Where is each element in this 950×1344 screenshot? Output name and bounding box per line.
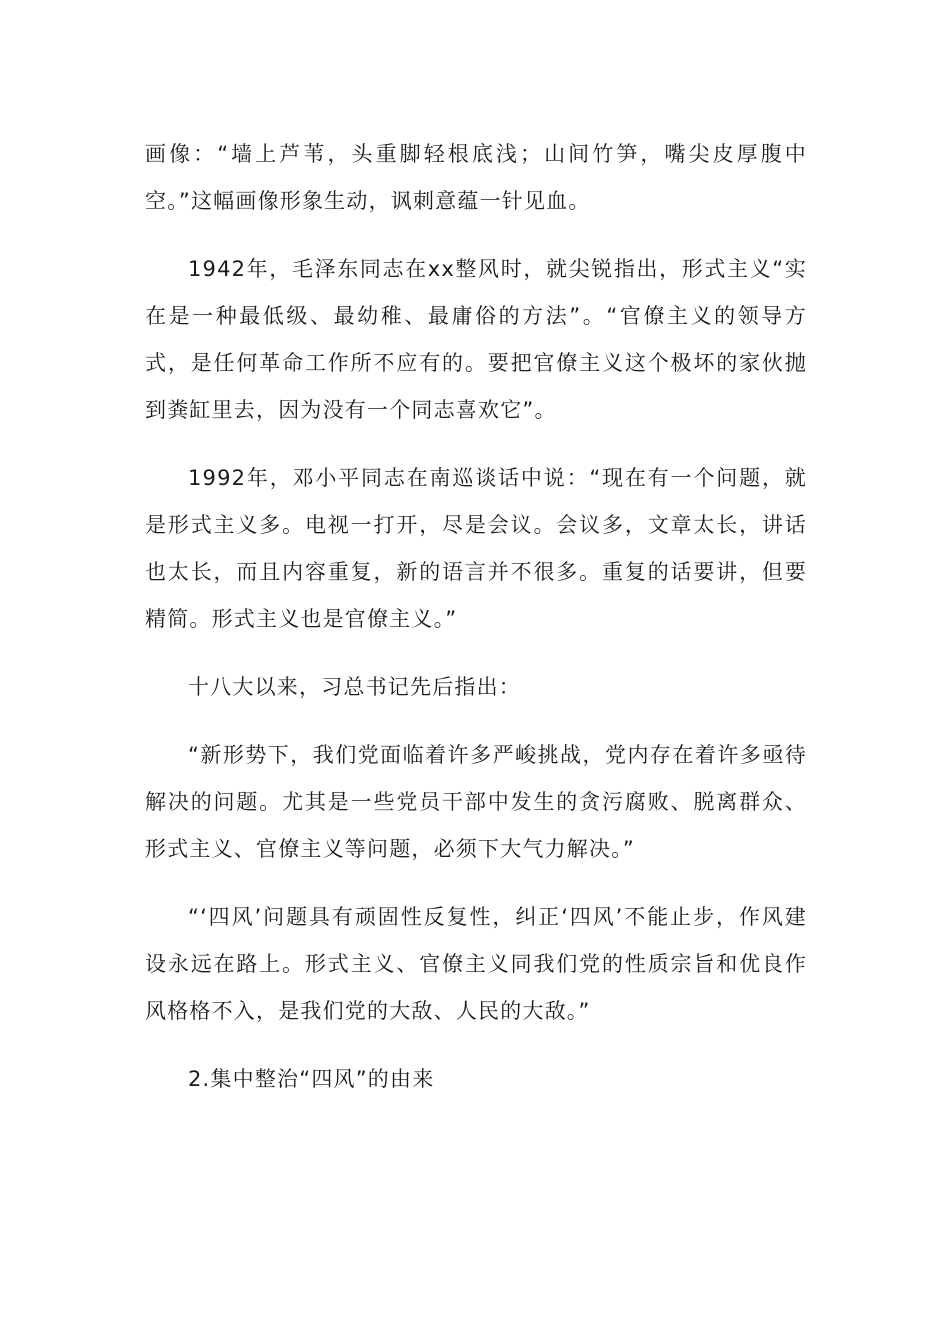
paragraph-deng-1992: 1992年，邓小平同志在南巡谈话中说：“现在有一个问题，就是形式主义多。电视一打开，尽是会议。会议多，文章太长，讲话也太长，而且内容重复，新的语言并不很多。重复的话要讲，但要精简。形式主义也是官僚主义。” [145, 466, 807, 631]
paragraph-xi-intro: 十八大以来，习总书记先后指出： [188, 675, 521, 699]
paragraph-mao-1942: 1942年，毛泽东同志在xx整风时，就尖锐指出，形式主义“实在是一种最低级、最幼稚、最庸俗的方法”。“官僚主义的领导方式，是任何革命工作所不应有的。要把官僚主义这个极坏的家伙抛到粪缸里去，因为没有一个同志喜欢它”。 [145, 257, 807, 422]
paragraph-xi-quote-1: “新形势下，我们党面临着许多严峻挑战，党内存在着许多亟待解决的问题。尤其是一些党员干部中发生的贪污腐败、脱离群众、形式主义、官僚主义等问题，必须下大气力解决。” [145, 743, 807, 861]
paragraph-xi-quote-2: “‘四风’问题具有顽固性反复性，纠正‘四风’不能止步，作风建设永远在路上。形式主义、官僚主义同我们党的性质宗旨和优良作风格格不入，是我们党的大敌、人民的大敌。” [145, 905, 807, 1023]
paragraph-continuation: 画像：“墙上芦苇，头重脚轻根底浅；山间竹笋，嘴尖皮厚腹中空。”这幅画像形象生动，讽刺意蕴一针见血。 [145, 142, 807, 213]
document-body [145, 131, 807, 1103]
section-heading: 2.集中整治“四风”的由来 [188, 1067, 435, 1091]
